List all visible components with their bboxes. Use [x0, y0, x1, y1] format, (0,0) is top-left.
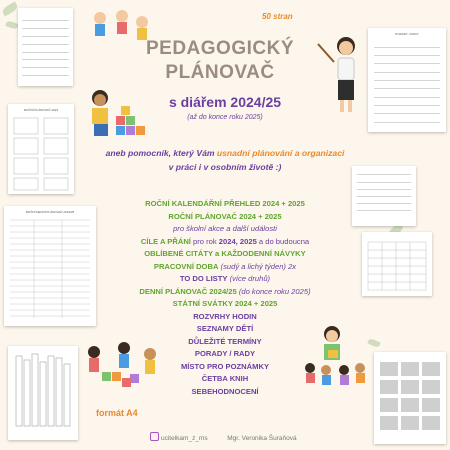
schedule-icon: [362, 232, 432, 296]
preview-page-calendar: [374, 352, 446, 444]
preview-page-schedule: [362, 232, 432, 296]
preview-caption: ROČNÍ PLÁNOVAČ 2024: [23, 108, 59, 112]
feature-item: DENNÍ PLÁNOVAČ 2024/25 (do konce roku 2025): [139, 286, 311, 296]
feature-item: OBLÍBENÉ CITÁTY a KAŽDODENNÍ NÁVYKY: [144, 249, 306, 258]
tagline-highlight: usnadní plánování a organizaci: [216, 148, 345, 158]
feature-item: ČETBA KNIH: [201, 374, 249, 383]
leaf-decoration: [1, 2, 19, 17]
calendar-icon: [374, 352, 446, 444]
feature-list: [80, 198, 370, 398]
feature-item: TO DO LISTY (více druhů): [179, 274, 271, 283]
subtitle: s diářem 2024/25: [168, 94, 282, 110]
feature-item: CÍLE A PŘÁNÍ pro rok 2024, 2025 a do budoucna: [140, 236, 310, 246]
tagline-line-2: v práci i v osobním životě :): [168, 162, 282, 172]
subtitle-note: (až do konce roku 2025): [187, 114, 263, 121]
tagline: [0, 148, 450, 158]
feature-item: SEZNAMY DĚTÍ: [196, 324, 254, 333]
instagram-handle[interactable]: ucitelkam_z_ms: [161, 435, 208, 442]
feature-item: PORADY / RADY: [194, 349, 256, 358]
feature-item: ROZVRHY HODIN: [193, 311, 257, 321]
format-label: formát A4: [96, 408, 138, 418]
instagram-icon: [150, 432, 159, 441]
feature-item: MÍSTO PRO POZNÁMKY: [180, 361, 270, 371]
tagline-part1: aneb pomocník, který Vám: [105, 148, 217, 158]
feature-item: pro školní akce a další události: [173, 224, 277, 233]
feature-item: SEBEHODNOCENÍ: [191, 386, 259, 396]
feature-item: ROČNÍ PLÁNOVAČ 2024 + 2025: [168, 211, 282, 221]
footer: [150, 432, 297, 442]
feature-item: STÁTNÍ SVÁTKY 2024 + 2025: [172, 299, 278, 308]
leaf-decoration: [5, 20, 18, 30]
feature-item: PRACOVNÍ DOBA (sudý a lichý týden) 2x: [153, 261, 297, 271]
feature-item: ROČNÍ KALENDÁŘNÍ PŘEHLED 2024 + 2025: [145, 199, 305, 208]
teacher-illustration: [316, 32, 366, 114]
preview-caption: PORADY / RADY: [395, 32, 419, 36]
title-line-2: PLÁNOVAČ: [165, 62, 275, 83]
books-icon: [8, 346, 78, 440]
preview-page-books: [8, 346, 78, 440]
preview-page-meetings: [368, 28, 446, 132]
preview-caption: ROČNÍ DENNÍ PLÁNOVAČ 2024/25: [25, 210, 75, 214]
page-count-label: 50 stran: [262, 12, 293, 21]
author-name: Mgr. Veronika Šuraňová: [227, 435, 297, 442]
title-line-1: PEDAGOGICKÝ: [145, 38, 295, 59]
feature-item: DŮLEŽITÉ TERMÍNY: [188, 336, 262, 346]
preview-page-lined: [18, 8, 73, 86]
